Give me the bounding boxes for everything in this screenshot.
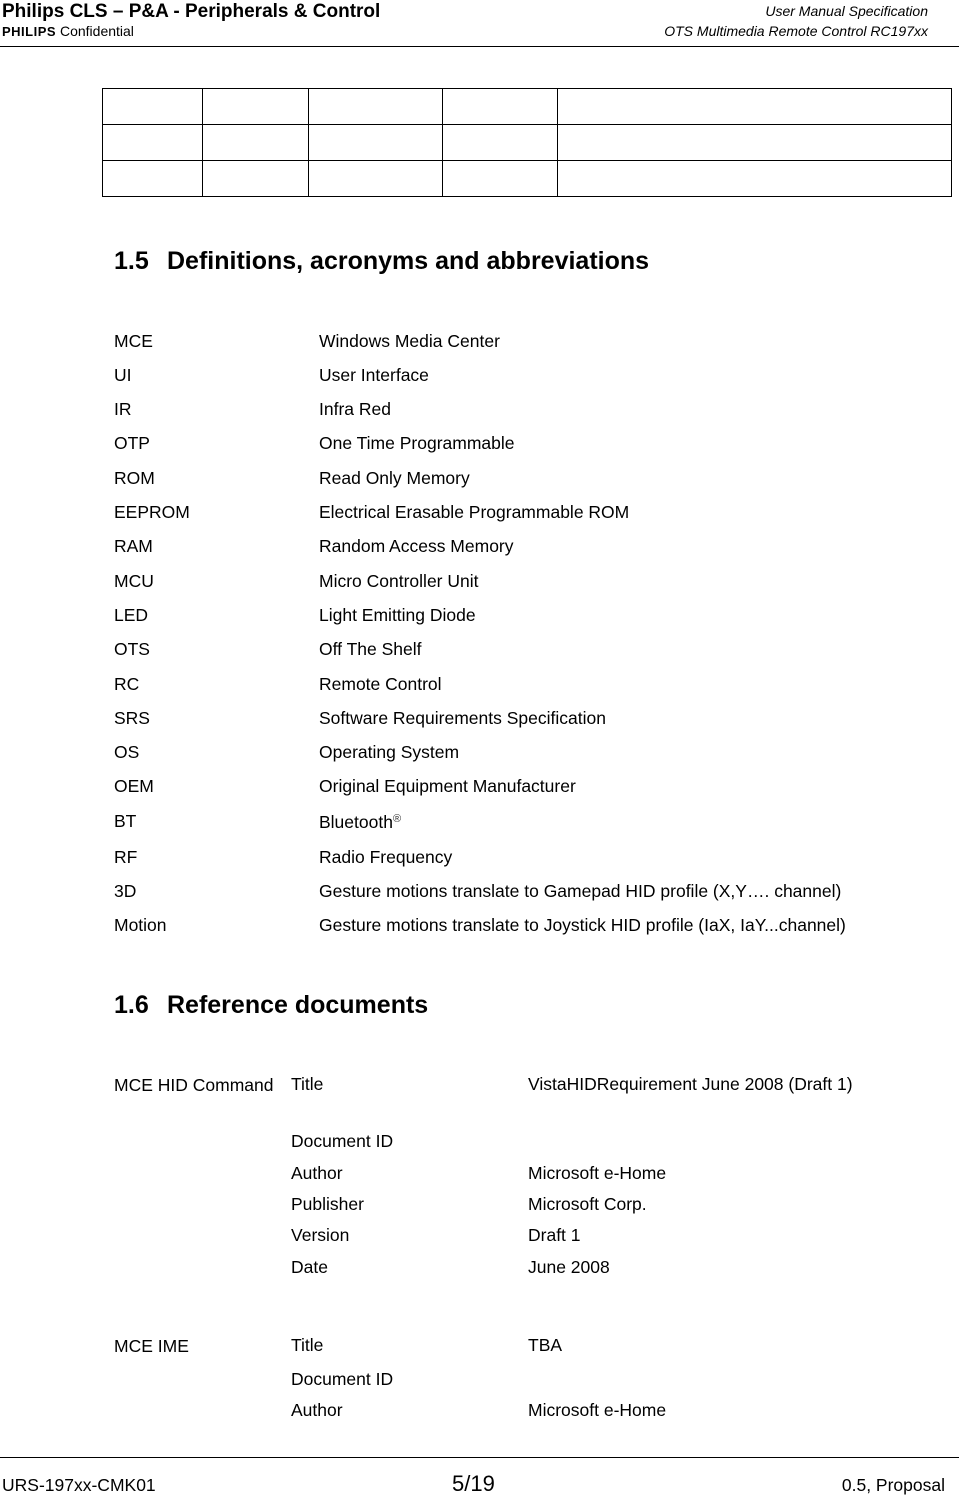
footer-version: 0.5, Proposal [841,1475,945,1495]
definition-description: Read Only Memory [319,468,470,488]
field-label: Document ID [291,1369,394,1389]
definition-description-text: Bluetooth [319,812,393,832]
definition-term: OTS [114,639,150,659]
table-cell [558,89,952,125]
table-cell [103,125,203,161]
section-title: Definitions, acronyms and abbreviations [167,247,650,275]
page-header [0,0,959,47]
definition-description: Micro Controller Unit [319,571,479,591]
product-name: OTS Multimedia Remote Control RC197xx [664,23,928,39]
table-row [103,89,952,125]
definition-term: RAM [114,536,153,556]
field-value: Microsoft e-Home [528,1163,667,1183]
definition-term: 3D [114,881,137,901]
confidential-line [2,23,134,39]
definition-term: IR [114,399,132,419]
table-cell [443,125,558,161]
definition-term: OS [114,742,140,762]
definition-term: UI [114,365,132,385]
definition-description: Random Access Memory [319,536,514,556]
page-number: 5/19 [452,1471,495,1496]
doc-type: User Manual Specification [765,3,928,19]
table-cell [103,161,203,197]
definition-description: Software Requirements Specification [319,708,606,728]
definition-term: EEPROM [114,502,190,522]
field-label: Author [291,1400,343,1420]
definition-description: Gesture motions translate to Joystick HID profile (IaX, IaY...channel) [319,915,846,935]
definition-description: Operating System [319,742,460,762]
definition-term: LED [114,605,149,625]
table-cell [443,89,558,125]
definition-term: OEM [114,776,154,796]
reference-name: MCE HID Command [114,1075,274,1095]
table-cell [203,125,309,161]
registered-mark: ® [392,813,402,825]
definition-term: Motion [114,915,167,935]
table-cell [309,125,443,161]
field-value: Microsoft Corp. [528,1194,647,1214]
footer-doc-id: URS-197xx-CMK01 [2,1475,156,1495]
field-label: Title [291,1074,324,1094]
definition-term: RF [114,847,138,867]
table-cell [309,161,443,197]
definition-term: BT [114,811,137,831]
section-heading-references [114,991,428,1020]
table-row [103,125,952,161]
field-value: TBA [528,1335,563,1355]
definition-term: ROM [114,468,155,488]
field-value: VistaHIDRequirement June 2008 (Draft 1) [528,1074,853,1094]
definition-description: Windows Media Center [319,331,500,351]
table-cell [443,161,558,197]
field-value: Microsoft e-Home [528,1400,667,1420]
definition-term: MCE [114,331,153,351]
reference-name: MCE IME [114,1336,189,1356]
table-cell [203,161,309,197]
definition-description [319,812,401,833]
field-label: Title [291,1335,324,1355]
field-label: Version [291,1225,350,1245]
field-label: Document ID [291,1131,394,1151]
definition-description: Light Emitting Diode [319,605,476,625]
table-row [103,161,952,197]
field-label: Date [291,1257,328,1277]
definition-description: User Interface [319,365,429,385]
field-value: Draft 1 [528,1225,581,1245]
table-cell [558,161,952,197]
definition-term: MCU [114,571,154,591]
table-cell [203,89,309,125]
company-title: Philips CLS – P&A - Peripherals & Control [2,1,381,22]
section-title: Reference documents [167,991,429,1019]
page-footer [0,1457,959,1497]
table-cell [558,125,952,161]
field-label: Publisher [291,1194,364,1214]
section-number: 1.6 [114,991,149,1019]
revision-table [102,88,952,197]
philips-logo-text: PHILIPS [2,24,57,39]
definition-description: Gesture motions translate to Gamepad HID profile (X,Y…. channel) [319,881,842,901]
definition-term: RC [114,674,140,694]
definition-description: Remote Control [319,674,442,694]
definition-description: Original Equipment Manufacturer [319,776,576,796]
field-label: Author [291,1163,343,1183]
definition-description: Electrical Erasable Programmable ROM [319,502,630,522]
definition-term: OTP [114,433,150,453]
definition-description: Radio Frequency [319,847,453,867]
definition-description: Off The Shelf [319,639,422,659]
confidential-label: Confidential [59,23,134,39]
section-heading-definitions [114,247,649,276]
field-value: June 2008 [528,1257,610,1277]
definition-term: SRS [114,708,150,728]
table-cell [309,89,443,125]
definition-description: One Time Programmable [319,433,515,453]
definition-description: Infra Red [319,399,391,419]
table-cell [103,89,203,125]
section-number: 1.5 [114,247,149,275]
